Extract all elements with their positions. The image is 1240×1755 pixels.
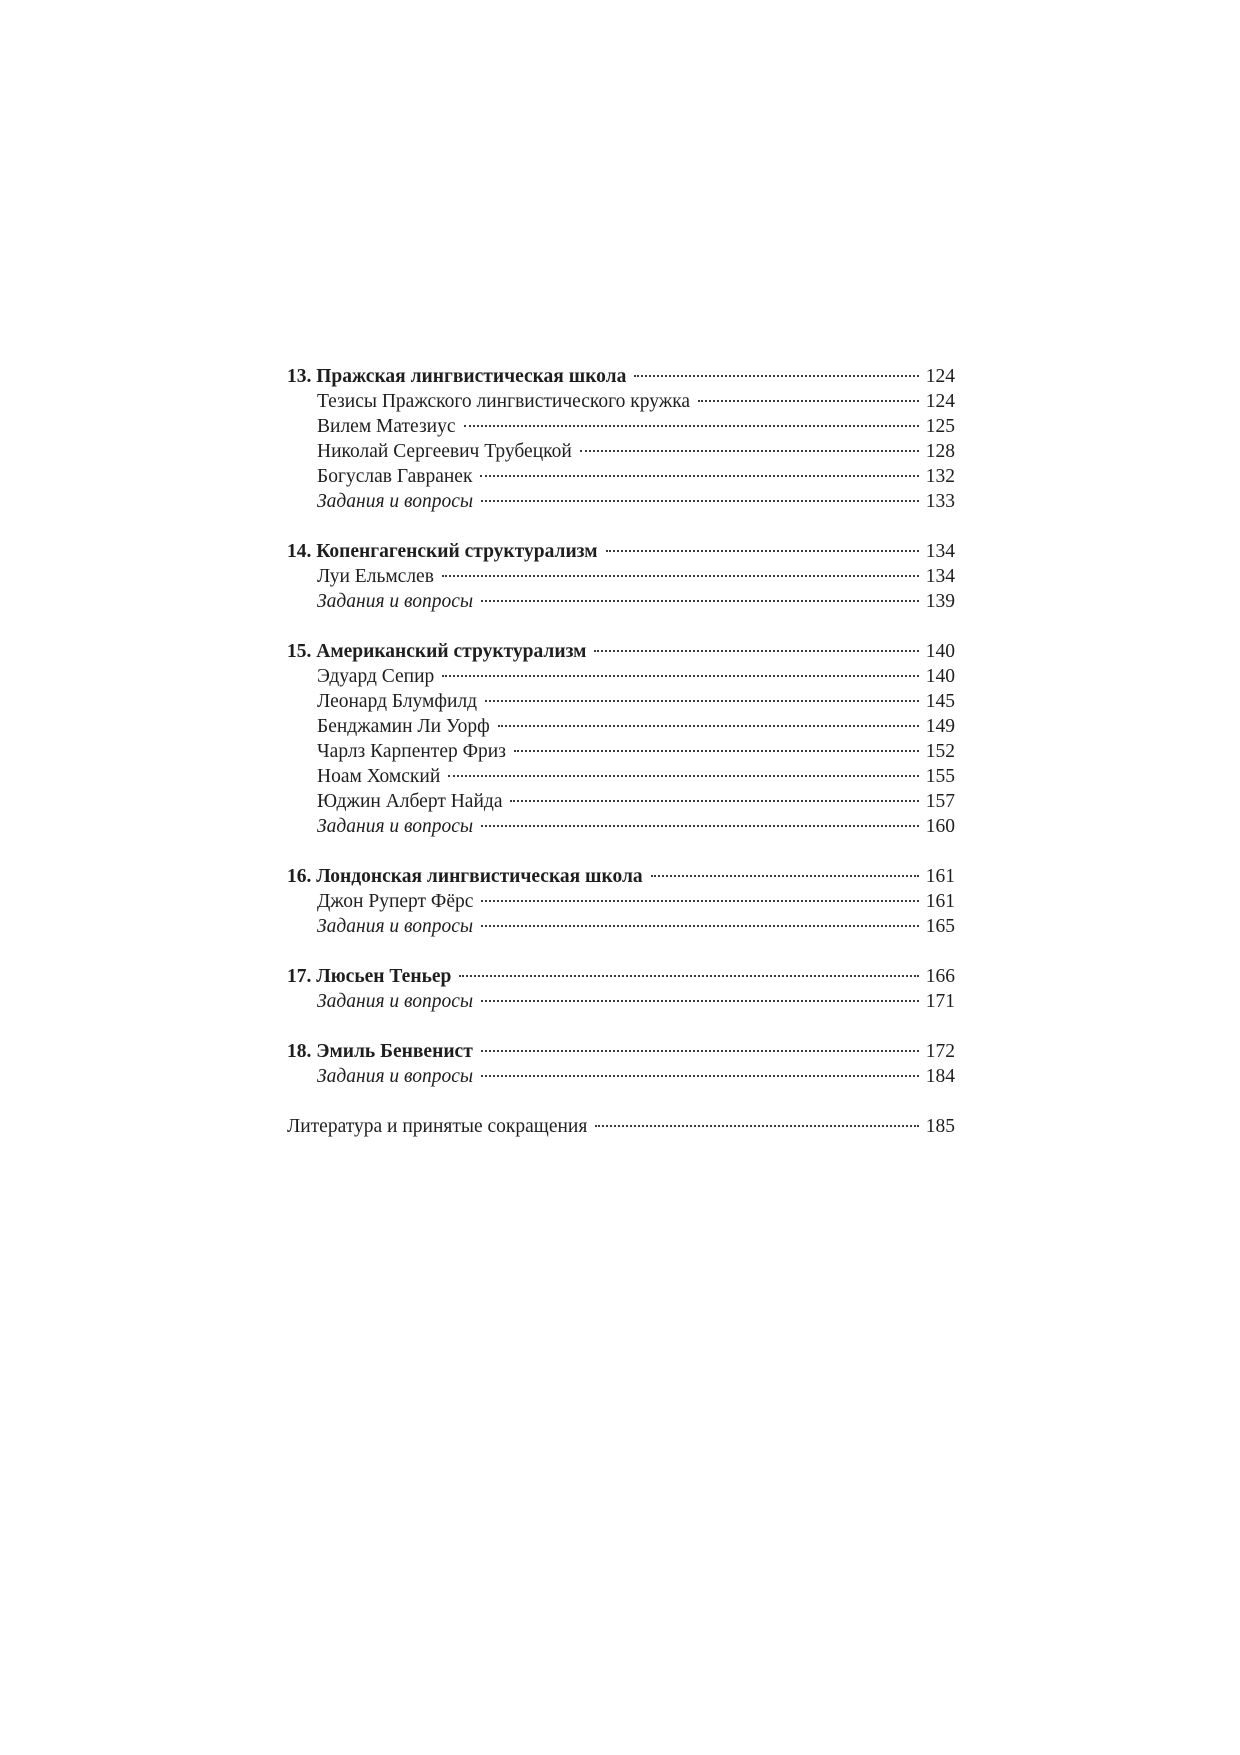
dot-leader [481,1050,919,1052]
toc-entry[interactable] [287,439,955,464]
page-number: 128 [925,441,955,462]
chapter-title-text: Американский структурализм [316,641,587,662]
toc-section [287,864,955,939]
tasks-entry[interactable] [287,914,955,939]
page-number: 172 [925,1041,955,1062]
toc-entry[interactable] [287,689,955,714]
dot-leader [448,775,919,777]
dot-leader [481,925,919,927]
toc-entry[interactable] [287,714,955,739]
entry-title: Задания и вопросы [317,491,474,512]
chapter-title-text: Лондонская лингвистическая школа [316,866,643,887]
page-number: 161 [925,891,955,912]
page-number: 166 [925,966,955,987]
entry-title: Юджин Алберт Найда [317,791,503,812]
toc-entry[interactable] [287,464,955,489]
tasks-entry[interactable] [287,489,955,514]
entry-title: Эдуард Сепир [317,666,435,687]
dot-leader [481,1075,919,1077]
chapter-number: 17. [287,966,312,987]
entry-title: Задания и вопросы [317,591,474,612]
page-number: 139 [925,591,955,612]
entry-title: Вилем Матезиус [317,416,456,437]
chapter-entry[interactable] [287,364,955,389]
page-number: 145 [925,691,955,712]
entry-title: Бенджамин Ли Уорф [317,716,490,737]
dot-leader [594,650,919,652]
toc-section [287,1039,955,1089]
page-number: 124 [925,391,955,412]
page-number: 125 [925,416,955,437]
entry-title: Задания и вопросы [317,991,474,1012]
page-number: 133 [925,491,955,512]
entry-title: Чарлз Карпентер Фриз [317,741,506,762]
chapter-number: 16. [287,866,312,887]
chapter-entry[interactable] [287,864,955,889]
toc-section [287,364,955,514]
chapter-number: 18. [287,1041,312,1062]
chapter-number: 15. [287,641,312,662]
toc-section [287,639,955,839]
chapter-title-text: Эмиль Бенвенист [316,1041,473,1062]
dot-leader [442,675,919,677]
chapter-title [287,964,451,989]
dot-leader [485,700,919,702]
entry-title: Задания и вопросы [317,816,474,837]
chapter-title-text: Копенгагенский структурализм [316,541,598,562]
dot-leader [464,425,920,427]
chapter-entry[interactable] [287,539,955,564]
toc-entry[interactable] [287,664,955,689]
entry-title: Задания и вопросы [317,916,474,937]
page-number: 157 [925,791,955,812]
dot-leader [698,400,919,402]
dot-leader [580,450,919,452]
entry-title: Николай Сергеевич Трубецкой [317,441,572,462]
page-number: 134 [925,566,955,587]
dot-leader [498,725,919,727]
page-number: 184 [925,1066,955,1087]
tasks-entry[interactable] [287,989,955,1014]
tasks-entry[interactable] [287,814,955,839]
dot-leader [480,475,919,477]
chapter-title [287,1039,473,1064]
entry-title: Луи Ельмслев [317,566,434,587]
page-number: 124 [925,366,955,387]
page-number: 171 [925,991,955,1012]
chapter-number: 14. [287,541,312,562]
page-number: 165 [925,916,955,937]
dot-leader [651,875,919,877]
page-number: 132 [925,466,955,487]
toc-entry[interactable] [287,389,955,414]
page-number: 185 [925,1116,955,1137]
page-number: 161 [925,866,955,887]
toc-entry[interactable] [287,564,955,589]
toc-section [287,539,955,614]
dot-leader [481,1000,919,1002]
chapter-title-text: Люсьен Теньер [316,966,452,987]
chapter-entry[interactable] [287,639,955,664]
dot-leader [606,550,919,552]
page-number: 149 [925,716,955,737]
page-number: 134 [925,541,955,562]
toc-entry[interactable] [287,889,955,914]
page-number: 140 [925,641,955,662]
entry-title: Задания и вопросы [317,1066,474,1087]
chapter-title [287,539,598,564]
page-number: 160 [925,816,955,837]
tasks-entry[interactable] [287,1064,955,1089]
table-of-contents [287,364,955,1139]
dot-leader [481,825,919,827]
entry-title: Богуслав Гавранек [317,466,473,487]
entry-title: Леонард Блумфилд [317,691,478,712]
chapter-entry[interactable] [287,1039,955,1064]
dot-leader [459,975,919,977]
toc-section [287,964,955,1014]
entry-title: Джон Руперт Фёрс [317,891,474,912]
tasks-entry[interactable] [287,589,955,614]
page-number: 155 [925,766,955,787]
chapter-title-text: Пражская лингвистическая школа [316,366,627,387]
dot-leader [514,750,919,752]
dot-leader [595,1125,919,1127]
chapter-title [287,639,586,664]
entry-title: Ноам Хомский [317,766,441,787]
page-number: 140 [925,666,955,687]
dot-leader [481,500,919,502]
dot-leader [442,575,919,577]
dot-leader [481,900,919,902]
bibliography-entry[interactable] [287,1114,955,1139]
dot-leader [510,800,919,802]
page-number: 152 [925,741,955,762]
dot-leader [481,600,919,602]
toc-entry[interactable] [287,414,955,439]
toc-entry[interactable] [287,789,955,814]
chapter-title [287,864,643,889]
toc-entry[interactable] [287,764,955,789]
entry-title: Литература и принятые сокращения [287,1116,588,1137]
chapter-entry[interactable] [287,964,955,989]
chapter-title [287,364,626,389]
entry-title: Тезисы Пражского лингвистического кружка [317,391,691,412]
toc-entry[interactable] [287,739,955,764]
chapter-number: 13. [287,366,312,387]
dot-leader [634,375,919,377]
